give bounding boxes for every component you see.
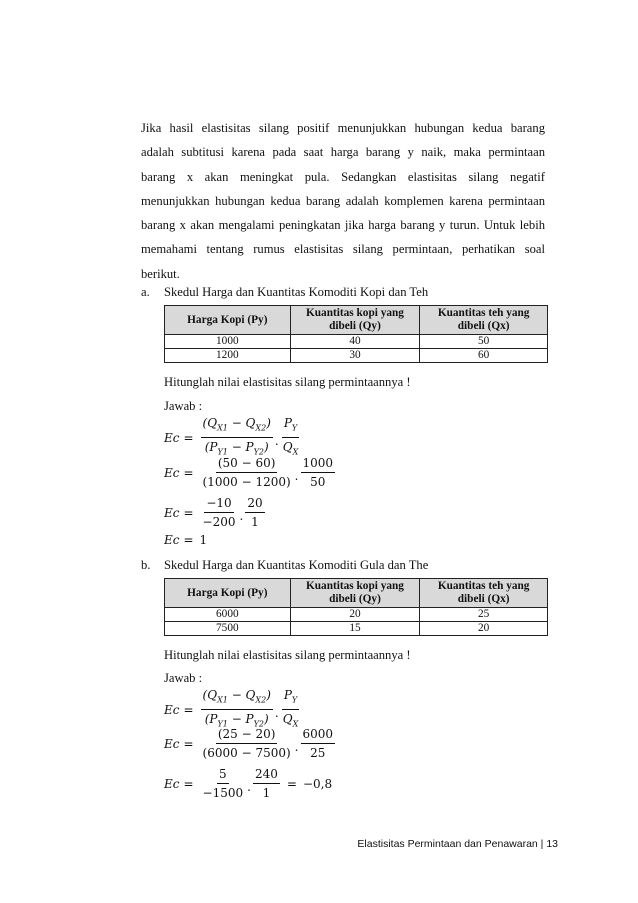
fraction: $\frac{(Q_{X1} - Q_{X2})}{(P_{Y1} - P_{Y2})}$ (202, 688, 271, 729)
equals-sign: = (183, 430, 194, 445)
ec-symbol: Ec (164, 702, 180, 717)
table-cell: 15 (290, 622, 420, 636)
equals-sign: = (183, 702, 194, 717)
fraction: $\frac{20}{1}$ (247, 496, 263, 529)
multiply-dot: . (274, 433, 279, 448)
table-row (165, 335, 548, 349)
section-a-result: Ec = 1 (164, 533, 208, 547)
section-b-heading (141, 557, 428, 573)
section-b-answer-label: Jawab : (164, 671, 203, 685)
fraction: $\frac{1000}{50}$ (302, 456, 334, 489)
intro-line: barang x akan meningkat pula. Sedangkan elastisitas silang negatif (141, 169, 545, 184)
section-a-marker: a. (141, 285, 150, 299)
section-a-title: Skedul Harga dan Kuantitas Komoditi Kopi dan Teh (164, 285, 429, 299)
fraction: $\frac{240}{1}$ (254, 767, 278, 800)
table-cell: 40 (290, 335, 420, 349)
section-b-table (164, 578, 548, 636)
section-a-answer-label: Jawab : (164, 399, 203, 413)
table-cell: 1000 (165, 335, 291, 349)
section-a-heading (141, 284, 428, 300)
table-cell: 30 (290, 349, 420, 363)
fraction: $\frac{P_Y}{Q_X}$ (282, 688, 299, 729)
page-footer: Elastisitas Permintaan dan Penawaran | 13 (357, 838, 558, 850)
section-b-equation-3: Ec = $\frac{5}{-1500}$ . $\frac{240}{1}$ = −0,8 (164, 767, 333, 800)
table-header: Harga Kopi (Py) (165, 306, 291, 335)
fraction: $\frac{6000}{25}$ (302, 727, 334, 760)
section-a-question: Hitunglah nilai elastisitas silang permintaannya ! (164, 375, 411, 389)
section-b-equation-2: Ec = $\frac{(25 - 20)}{(6000 - 7500)}$ . $\frac{6000}{25}$ (164, 727, 334, 760)
table-header: Kuantitas kopi yang dibeli (Qy) (290, 579, 420, 608)
table-row (165, 349, 548, 363)
section-a-formula (164, 416, 301, 460)
intro-line: berikut. (141, 266, 180, 281)
table-header: Kuantitas teh yang dibeli (Qx) (420, 306, 548, 335)
section-a-equation-2: Ec = $\frac{(50 - 60)}{(1000 - 1200)}$ . $\frac{1000}{50}$ (164, 456, 334, 489)
fraction: $\frac{(Q_{X1} - Q_{X2})}{(P_{Y1} - P_{Y2})}$ (202, 416, 271, 457)
table-row (165, 622, 548, 636)
result-value: 1 (199, 533, 208, 547)
intro-line: adalah subtitusi karena pada saat harga barang y naik, maka permintaan (141, 145, 545, 160)
section-a-table (164, 305, 548, 363)
fraction: $\frac{(50 - 60)}{(1000 - 1200)}$ (202, 456, 291, 489)
section-a-equation-3: Ec = $\frac{-10}{-200}$ . $\frac{20}{1}$ (164, 496, 263, 529)
table-header: Kuantitas kopi yang dibeli (Qy) (290, 306, 420, 335)
ec-symbol: Ec (164, 430, 180, 445)
fraction: $\frac{-10}{-200}$ (202, 496, 236, 529)
intro-paragraph (141, 116, 545, 286)
fraction: $\frac{P_Y}{Q_X}$ (282, 416, 299, 457)
intro-line: memahami tentang rumus elastisitas silang permintaan, perhatikan soal (141, 242, 545, 257)
fraction: $\frac{5}{-1500}$ (202, 767, 244, 800)
table-cell: 20 (290, 608, 420, 622)
result-value: −0,8 (302, 776, 333, 791)
multiply-dot: . (274, 705, 279, 720)
table-header: Kuantitas teh yang dibeli (Qx) (420, 579, 548, 608)
table-header: Harga Kopi (Py) (165, 579, 291, 608)
intro-line: barang x akan mengalami peningkatan jika harga barang y turun. Untuk lebih (141, 218, 545, 233)
intro-line: menunjukkan hubungan kedua barang adalah komplemen karena permintaan (141, 193, 545, 208)
section-b-marker: b. (141, 558, 151, 572)
section-b-formula (164, 688, 301, 732)
fraction: $\frac{(25 - 20)}{(6000 - 7500)}$ (202, 727, 291, 760)
table-cell: 25 (420, 608, 548, 622)
table-cell: 50 (420, 335, 548, 349)
section-b-title: Skedul Harga dan Kuantitas Komoditi Gula dan The (164, 558, 429, 572)
table-row (165, 608, 548, 622)
table-cell: 7500 (165, 622, 291, 636)
intro-line: Jika hasil elastisitas silang positif menunjukkan hubungan kedua barang (141, 121, 545, 135)
table-cell: 20 (420, 622, 548, 636)
table-cell: 6000 (165, 608, 291, 622)
section-b-question: Hitunglah nilai elastisitas silang permintaannya ! (164, 648, 411, 662)
table-cell: 1200 (165, 349, 291, 363)
table-cell: 60 (420, 349, 548, 363)
